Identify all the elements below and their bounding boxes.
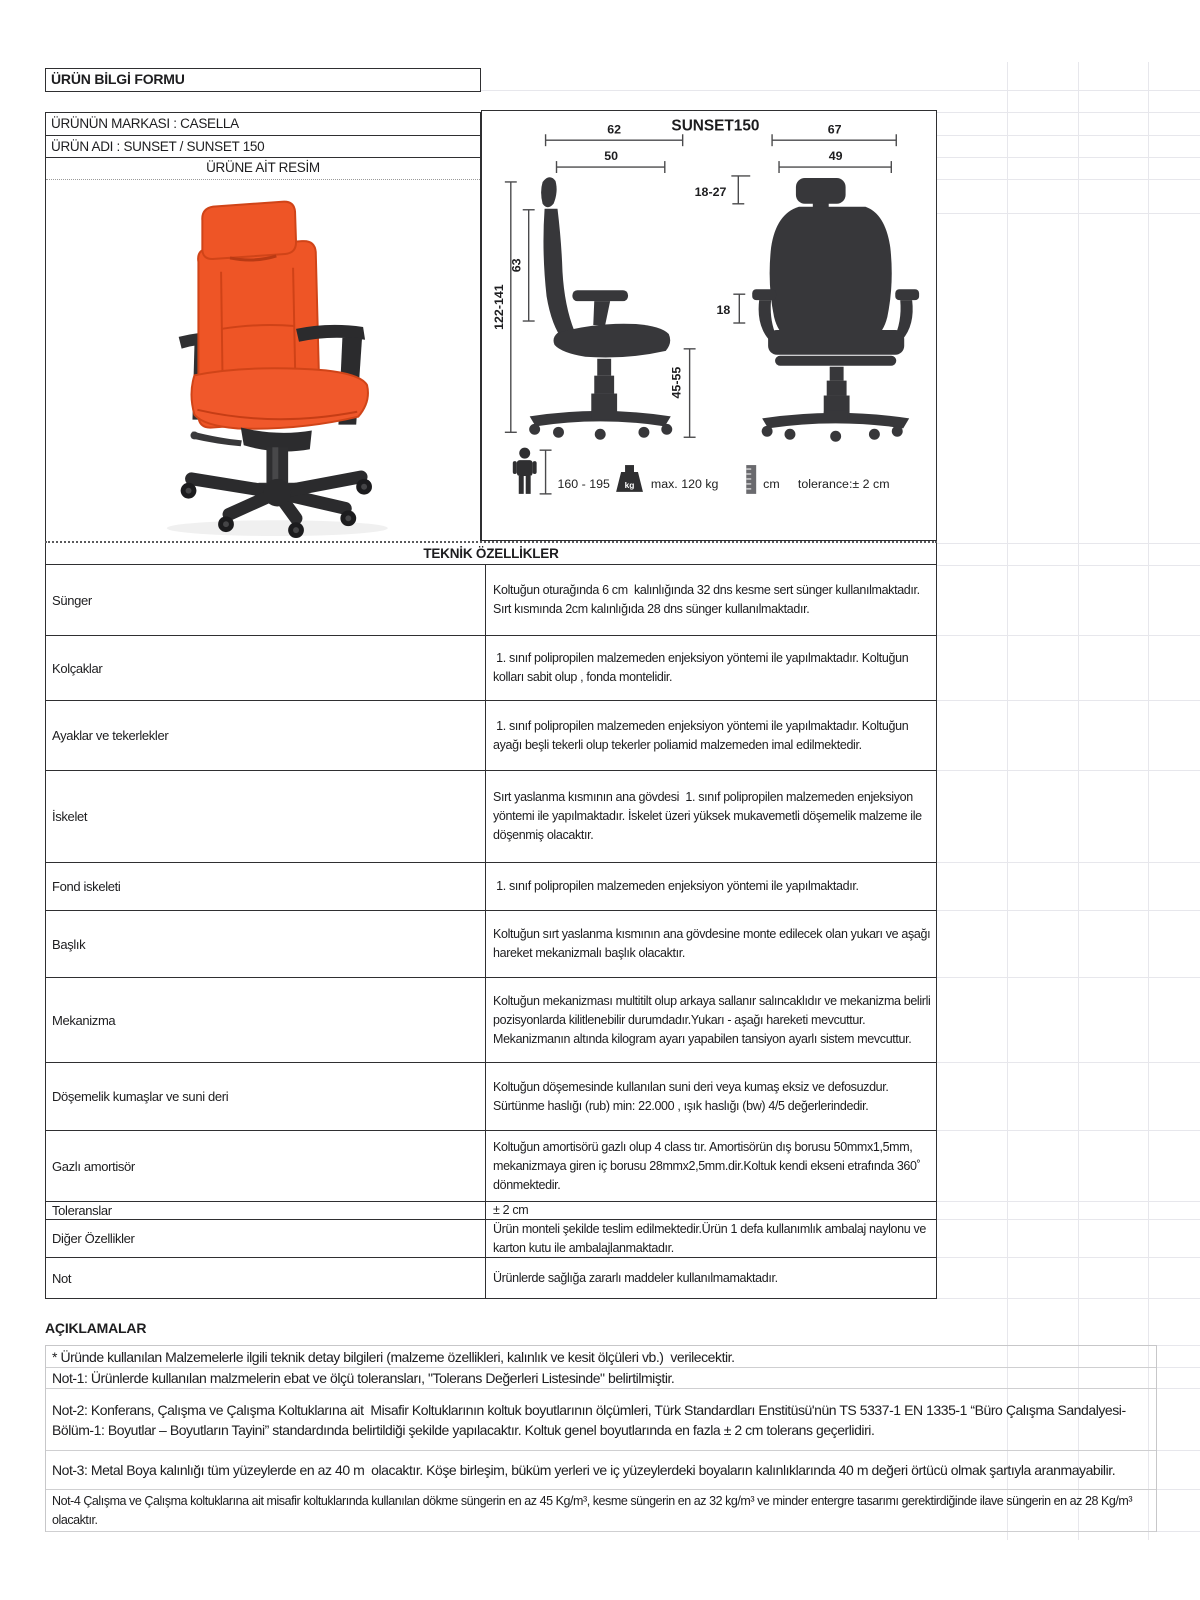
- row-value: Koltuğun sırt yaslanma kısmının ana gövdesine monte edilecek olan yukarı ve aşağı hareket mekanizmalı başlık olacaktır.: [493, 927, 937, 960]
- note-item: Not-3: Metal Boya kalınlığı tüm yüzeylerde en az 40 m olacaktır. Köşe birleşim, büküm yerleri ve iç yüzeylerdeki boyaların kalınlıklarında 40 m değeri örtücü olmak şartıyla aranmayabilir.: [46, 1451, 1156, 1490]
- row-label: Gazlı amortisör: [46, 1131, 486, 1201]
- dimension-drawing: [482, 111, 935, 538]
- note-item: Not-1: Ürünlerde kullanılan malzmelerin ebat ve ölçü toleransları, "Tolerans Değerleri Listesinde" belirtilmiştir.: [46, 1368, 1156, 1389]
- kg-badge-label: kg: [624, 479, 635, 490]
- note-item: Not-2: Konferans, Çalışma ve Çalışma Koltuklarına ait Misafir Koltuklarının koltuk boyutlarının ölçümleri, Türk Standardları Enstitüsü'nün TS 5337-1 EN 1335-1 “Büro Çalışma Sandalyesi- Bölüm-1: Boyutlar – Boyutların Tayini” standardında belirtildiği şekilde yapılacaktır. Koltuk genel boyutlarında en fazla ± 2 cm tolerans geçerlidiri.: [46, 1389, 1156, 1451]
- table-row: [46, 700, 936, 770]
- row-value: Koltuğun döşemesinde kullanılan suni deri veya kumaş eksiz ve defosuzdur. Sürtünme haslığı (rub) min: 22.000 , ışık haslığı (bw) 4/5 değerlerindedir.: [493, 1079, 892, 1113]
- brand-row: ÜRÜNÜN MARKASI : CASELLA: [46, 113, 480, 136]
- chair-front-view: [752, 178, 919, 442]
- chair-photo-illustration: [46, 181, 479, 539]
- person-icon: [513, 448, 537, 494]
- tech-specs-header: TEKNİK ÖZELLİKLER: [45, 543, 937, 565]
- row-value: Koltuğun oturağında 6 cm kalınlığında 32 dns kesme sert sünger kullanılmaktadır. Sırt kısmında 2cm kalınlığıda 28 dns sünger kullanılmaktadır.: [493, 583, 923, 616]
- row-label: Mekanizma: [46, 978, 486, 1062]
- tech-specs-table: [45, 565, 937, 1299]
- dim-49-label: 49: [828, 149, 843, 164]
- row-value: 1. sınıf polipropilen malzemeden enjeksiyon yöntemi ile yapılmaktadır.: [493, 879, 859, 893]
- table-row: [46, 910, 936, 977]
- table-row: [46, 862, 936, 910]
- ruler-icon: [746, 465, 756, 494]
- row-value: Koltuğun amortisörü gazlı olup 4 class tır. Amortisörün dış borusu 50mmx1,5mm, mekanizmaya giren iç borusu 28mmx2,5mm.dir.Koltuk kendi ekseni etrafında 360˚ dönmektedir.: [493, 1139, 924, 1192]
- row-label: Not: [46, 1258, 486, 1298]
- row-value: Koltuğun mekanizması multitilt olup arkaya sallanır salıncaklıdır ve mekanizma belirli pozisyonlarda kilitlenebilir durumdadır.Yukarı - aşağı hareketi mevcuttur. Mekanizmanın altında kilogram ayarı yapabilen tansiyon ayarlı sistem mevcuttur.: [493, 993, 934, 1046]
- row-label: Fond iskeleti: [46, 863, 486, 910]
- row-value: Ürünlerde sağlığa zararlı maddeler kullanılmamaktadır.: [493, 1270, 778, 1285]
- table-row: [46, 1257, 936, 1298]
- row-label: Toleranslar: [46, 1202, 486, 1219]
- chair-side-view: [529, 177, 672, 440]
- table-row: [46, 1062, 936, 1130]
- notes-list: [45, 1345, 1157, 1532]
- row-label: Sünger: [46, 565, 486, 635]
- row-label: İskelet: [46, 771, 486, 862]
- weight-icon: [616, 465, 643, 492]
- form-title: [45, 68, 481, 92]
- note-item: Not-4 Çalışma ve Çalışma koltuklarına ait misafir koltuklarında kullanılan dökme süngerin en az 45 Kg/m³, kesme süngerin en az 32 kg/m³ ve minder entergre tasarımı gerektirdiğinde ilave süngerin en az 28 Kg/m³ olacaktır.: [46, 1490, 1156, 1532]
- dotted-separator: [45, 541, 937, 543]
- row-value: Sırt yaslanma kısmının ana gövdesi 1. sınıf polipropilen malzemeden enjeksiyon yöntemi ile yapılmaktadır. İskelet üzeri yüksek mukavemetli döşemelik malzeme ile döşenmiş olacaktır.: [493, 790, 925, 842]
- dim-seat-height-label: 45-55: [669, 366, 684, 399]
- dim-headrest-travel-label: 18-27: [694, 184, 727, 199]
- drawing-model-title: SUNSET150: [671, 117, 760, 135]
- tolerance-label: tolerance:± 2 cm: [797, 476, 890, 491]
- dim-total-height-label: 122-141: [491, 284, 506, 330]
- legend: [513, 448, 890, 494]
- row-value: Ürün monteli şekilde teslim edilmektedir.Ürün 1 defa kullanımlık ambalaj naylonu ve karton kutu ile ambalajlanmaktadır.: [493, 1221, 930, 1255]
- dim-62-label: 62: [607, 122, 622, 137]
- table-row: [46, 565, 936, 635]
- table-row: [46, 770, 936, 862]
- table-row: [46, 977, 936, 1062]
- row-label: Kolçaklar: [46, 636, 486, 700]
- table-row: [46, 1219, 936, 1257]
- row-label: Ayaklar ve tekerlekler: [46, 701, 486, 770]
- row-value: 1. sınıf polipropilen malzemeden enjeksiyon yöntemi ile yapılmaktadır. Koltuğun kolları sabit olup , fonda montelidir.: [493, 651, 912, 684]
- row-value: ± 2 cm: [493, 1203, 529, 1217]
- dim-50-label: 50: [604, 149, 619, 164]
- row-label: Diğer Özellikler: [46, 1220, 486, 1257]
- product-identity-panel: [45, 112, 481, 541]
- max-weight-label: max. 120 kg: [650, 476, 719, 491]
- product-photo: [46, 181, 479, 539]
- dim-back-height-label: 63: [509, 258, 524, 273]
- dim-arm-height-label: 18: [716, 303, 731, 318]
- unit-label: cm: [763, 476, 780, 491]
- table-row: [46, 1201, 936, 1219]
- table-row: [46, 1130, 936, 1201]
- table-row: [46, 635, 936, 700]
- notes-header: AÇIKLAMALAR: [45, 1320, 147, 1336]
- row-label: Başlık: [46, 911, 486, 977]
- note-item: * Üründe kullanılan Malzemelerle ilgili teknik detay bilgileri (malzeme özellikleri, kalınlık ve kesit ölçüleri vb.) verilecektir.: [46, 1346, 1156, 1368]
- row-label: Döşemelik kumaşlar ve suni deri: [46, 1063, 486, 1130]
- row-value: 1. sınıf polipropilen malzemeden enjeksiyon yöntemi ile yapılmaktadır. Koltuğun ayağı beşli tekerli olup tekerler poliamid malzemeden imal edilmektedir.: [493, 718, 912, 752]
- product-name-row: ÜRÜN ADI : SUNSET / SUNSET 150: [46, 136, 480, 158]
- dim-67-label: 67: [827, 122, 842, 137]
- form-title-text: ÜRÜN BİLGİ FORMU: [51, 71, 185, 87]
- technical-drawing-box: [481, 110, 937, 541]
- image-caption-row: ÜRÜNE AİT RESİM: [46, 158, 480, 180]
- user-height-label: 160 - 195: [557, 476, 610, 491]
